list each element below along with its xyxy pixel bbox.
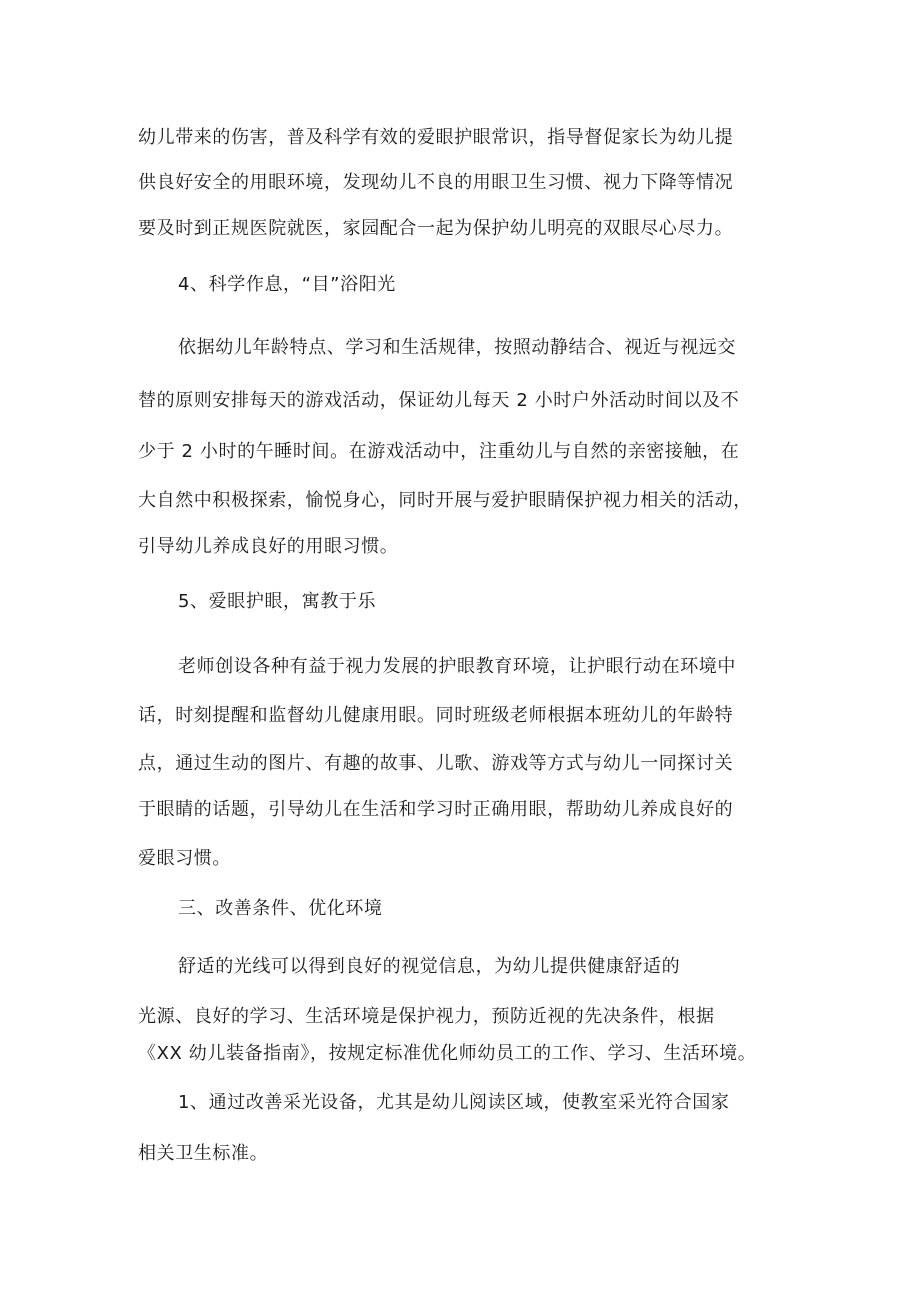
- body-text-line: 爱眼习惯。: [138, 848, 231, 869]
- body-text-line: 相关卫生标准。: [138, 1143, 269, 1164]
- body-text-line: 光源、良好的学习、生活环境是保护视力，预防近视的先决条件，根据: [138, 1006, 715, 1027]
- body-text-line: 点，通过生动的图片、有趣的故事、儿歌、游戏等方式与幼儿一同探讨关: [138, 753, 734, 774]
- body-text-line: 依据幼儿年龄特点、学习和生活规律，按照动静结合、视近与视远交: [178, 337, 736, 358]
- subheading-4: 4、科学作息，“目”浴阳光: [178, 274, 396, 295]
- body-text-line: 话，时刻提醒和监督幼儿健康用眼。同时班级老师根据本班幼儿的年龄特: [138, 705, 734, 726]
- section-heading: 三、改善条件、优化环境: [178, 898, 383, 919]
- body-text-line: 老师创设各种有益于视力发展的护眼教育环境，让护眼行动在环境中: [178, 656, 736, 677]
- body-text-line: 供良好安全的用眼环境，发现幼儿不良的用眼卫生习惯、视力下降等情况: [138, 172, 734, 193]
- body-text-line: 于眼睛的话题，引导幼儿在生活和学习时正确用眼，帮助幼儿养成良好的: [138, 799, 734, 820]
- body-text-line: 要及时到正规医院就医，家园配合一起为保护幼儿明亮的双眼尽心尽力。: [138, 218, 734, 239]
- body-text-line: 少于 2 小时的午睡时间。在游戏活动中，注重幼儿与自然的亲密接触，在: [138, 441, 740, 462]
- body-text-line: 引导幼儿养成良好的用眼习惯。: [138, 536, 399, 557]
- numbered-item-1: 1、通过改善采光设备，尤其是幼儿阅读区域，使教室采光符合国家: [178, 1092, 730, 1113]
- body-text-line: 替的原则安排每天的游戏活动，保证幼儿每天 2 小时户外活动时间以及不: [138, 390, 740, 411]
- body-text-line: 舒适的光线可以得到良好的视觉信息，为幼儿提供健康舒适的: [178, 956, 681, 977]
- subheading-5: 5、爱眼护眼，寓教于乐: [178, 591, 377, 612]
- body-text-line: 大自然中积极探索，愉悦身心，同时开展与爱护眼睛保护视力相关的活动，: [138, 490, 752, 511]
- body-text-line: 幼儿带来的伤害，普及科学有效的爱眼护眼常识，指导督促家长为幼儿提: [138, 127, 734, 148]
- body-text-line: 《XX 幼儿装备指南》，按规定标准优化师幼员工的工作、学习、生活环境。: [138, 1043, 757, 1064]
